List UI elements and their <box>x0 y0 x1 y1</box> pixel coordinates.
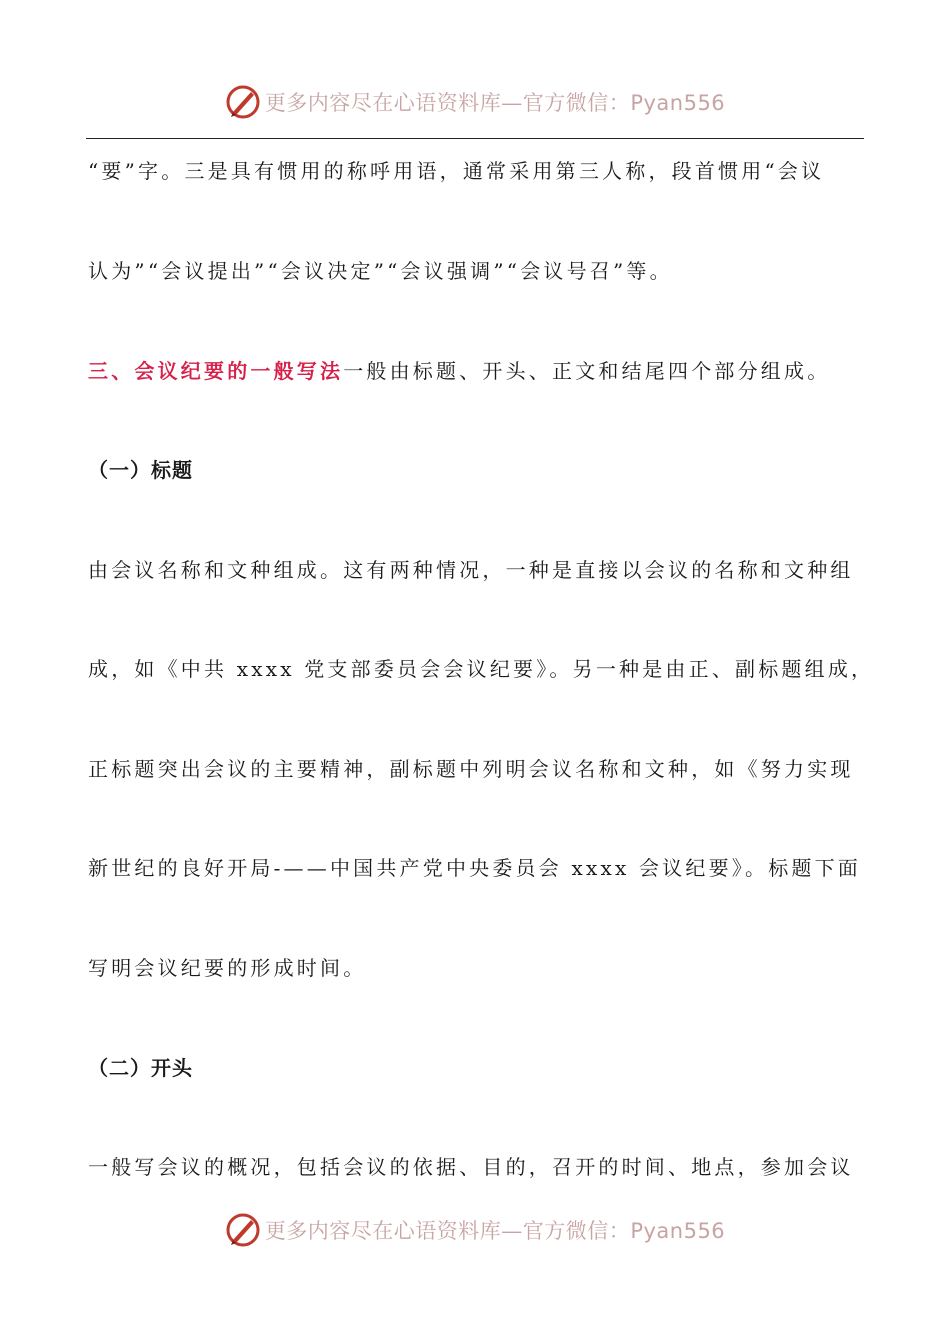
header-banner-text: 更多内容尽在心语资料库—官方微信：Pyan556 <box>264 91 726 115</box>
pen-circle-logo-icon <box>225 84 261 120</box>
footer-banner <box>0 1208 950 1252</box>
text-line: 正标题突出会议的主要精神，副标题中列明会议名称和文种，如《努力实现 <box>88 757 854 781</box>
footer-wechat-id: Pyan556 <box>630 1219 726 1243</box>
subheading-opening: （二）开头 <box>88 1056 193 1080</box>
subheading-title: （一）标题 <box>88 458 193 482</box>
footer-banner-text: 更多内容尽在心语资料库—官方微信：Pyan556 <box>264 1219 726 1243</box>
section-3-title: 三、会议纪要的一般写法 <box>88 359 344 383</box>
header-divider <box>86 138 864 139</box>
text-line: “要”字。三是具有惯用的称呼用语，通常采用第三人称，段首惯用“会议 <box>88 159 825 183</box>
header-wechat-id: Pyan556 <box>630 91 726 115</box>
header-banner <box>0 80 950 124</box>
text-line: 一般写会议的概况，包括会议的依据、目的，召开的时间、地点，参加会议 <box>88 1155 854 1179</box>
text-line: 认为”“会议提出”“会议决定”“会议强调”“会议号召”等。 <box>88 259 673 283</box>
text-line: 写明会议纪要的形成时间。 <box>88 956 367 980</box>
section-3-text: 一般由标题、开头、正文和结尾四个部分组成。 <box>343 359 831 383</box>
pen-circle-logo-icon <box>225 1212 261 1248</box>
text-line: 成，如《中共 xxxx 党支部委员会会议纪要》。另一种是由正、副标题组成， <box>88 657 875 681</box>
text-line: 由会议名称和文种组成。这有两种情况，一种是直接以会议的名称和文种组 <box>88 558 854 582</box>
text-line: 新世纪的良好开局-——中国共产党中央委员会 xxxx 会议纪要》。标题下面 <box>88 856 861 880</box>
section-3-paragraph <box>88 357 878 385</box>
